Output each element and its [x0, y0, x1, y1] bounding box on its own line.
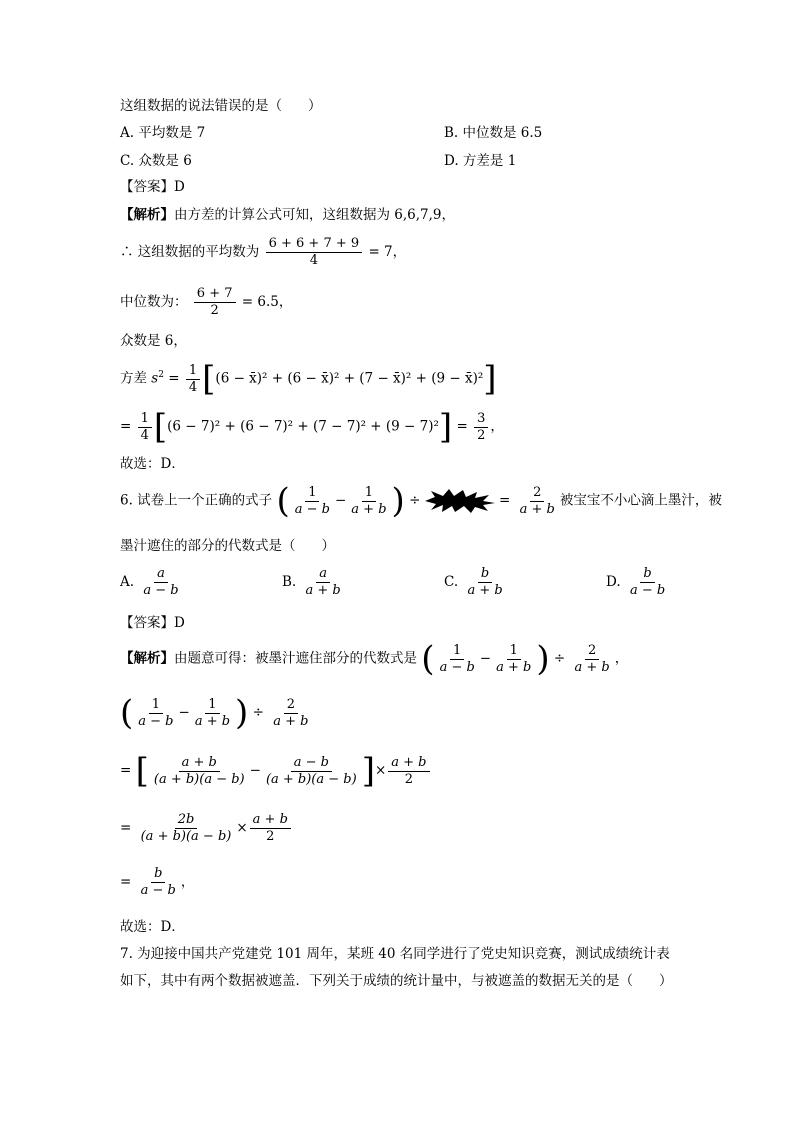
variance-result-fraction: $\frac{3}{2}$ [474, 411, 488, 444]
mean-fraction: $\frac{6 + 6 + 7 + 9}{4}$ [266, 236, 363, 269]
q5-option-c: C. 众数是 6 [120, 153, 192, 169]
q5-variance-line: 方差 $s^2$ = $\frac{1}{4}$ [(6 − x̄)² + (6 − x̄)² + (7 − x̄)² + (9 − x̄)²] [120, 359, 497, 399]
q7-stem-line1: 7. 为迎接中国共产党建党 101 周年，某班 40 名同学进行了党史知识竞赛，测试成绩统计表 [120, 946, 670, 962]
q5-mode-line: 众数是 6， [120, 333, 187, 349]
q5-mean-line: ∴ 这组数据的平均数为 $\frac{6 + 6 + 7 + 9}{4}$ = 7， [120, 236, 407, 268]
q6-option-a: A. $\frac{a}{a - b}$ [120, 566, 179, 598]
q5-stem: 这组数据的说法错误的是（ ） [120, 98, 322, 114]
q5-variance-line2: = $\frac{1}{4}$ [(6 − 7)² + (6 − 7)² + (7 − 7)² + (9 − 7)²] = $\frac{3}{2}$ ， [120, 407, 504, 447]
ink-blot-icon [425, 488, 495, 514]
q6-option-d: D. $\frac{b}{a - b}$ [606, 566, 666, 598]
quarter-fraction: $\frac{1}{4}$ [186, 363, 200, 396]
q6-step2: = $\frac{2b}{(a + b)(a - b)}$ × $\frac{a + b}{2}$ [120, 812, 293, 845]
q7-stem-line2: 如下，其中有两个数据被遮盖．下列关于成绩的统计量中，与被遮盖的数据无关的是（ ） [120, 973, 673, 989]
q5-answer: 【答案】D [120, 179, 185, 195]
q6-conclusion: 故选：D． [120, 919, 185, 935]
q6-rhs-fraction: $\frac{2}{a + b}$ [519, 484, 555, 517]
q5-option-a: A. 平均数是 7 [120, 125, 206, 141]
q6-stem: 6. 试卷上一个正确的式子 ( $\frac{1}{a - b}$ − $\frac{1}{a + b}$ ) ÷ = $\frac{2}{a + b}$ 被宝宝不小心滴上墨汁，被 [120, 481, 722, 521]
q6-step1: = [ $\frac{a + b}{(a + b)(a - b)}$ − $\frac{a - b}{(a + b)(a - b)}$ ]× $\frac{a + b}{2}$ [120, 754, 432, 788]
q5-analysis: 【解析】由方差的计算公式可知，这组数据为 6,6,7,9， [120, 207, 456, 223]
q6-step0: ( $\frac{1}{a - b}$ − $\frac{1}{a + b}$ ) ÷ $\frac{2}{a + b}$ [120, 693, 309, 733]
q5-conclusion: 故选：D． [120, 456, 185, 472]
median-fraction: $\frac{6 + 7}{2}$ [194, 286, 236, 319]
q6-answer: 【答案】D [120, 615, 185, 631]
q6-option-b: B. $\frac{a}{a + b}$ [282, 566, 341, 598]
q5-option-b: B. 中位数是 6.5 [444, 125, 543, 141]
q5-option-d: D. 方差是 1 [444, 153, 517, 169]
q6-stem-line2: 墨汁遮住的部分的代数式是（ ） [120, 538, 335, 554]
q6-analysis: 【解析】由题意可得：被墨汁遮住部分的代数式是 ( $\frac{1}{a - b}$ − $\frac{1}{a + b}$ ) ÷ $\frac{2}{a + b}$ ， [120, 639, 629, 679]
q6-option-c: C. $\frac{b}{a + b}$ [444, 566, 503, 598]
q5-median-line: 中位数为： $\frac{6 + 7}{2}$ = 6.5， [120, 286, 293, 318]
q6-final: = $\frac{b}{a - b}$ ， [120, 866, 195, 898]
quarter-fraction-2: $\frac{1}{4}$ [138, 411, 152, 444]
